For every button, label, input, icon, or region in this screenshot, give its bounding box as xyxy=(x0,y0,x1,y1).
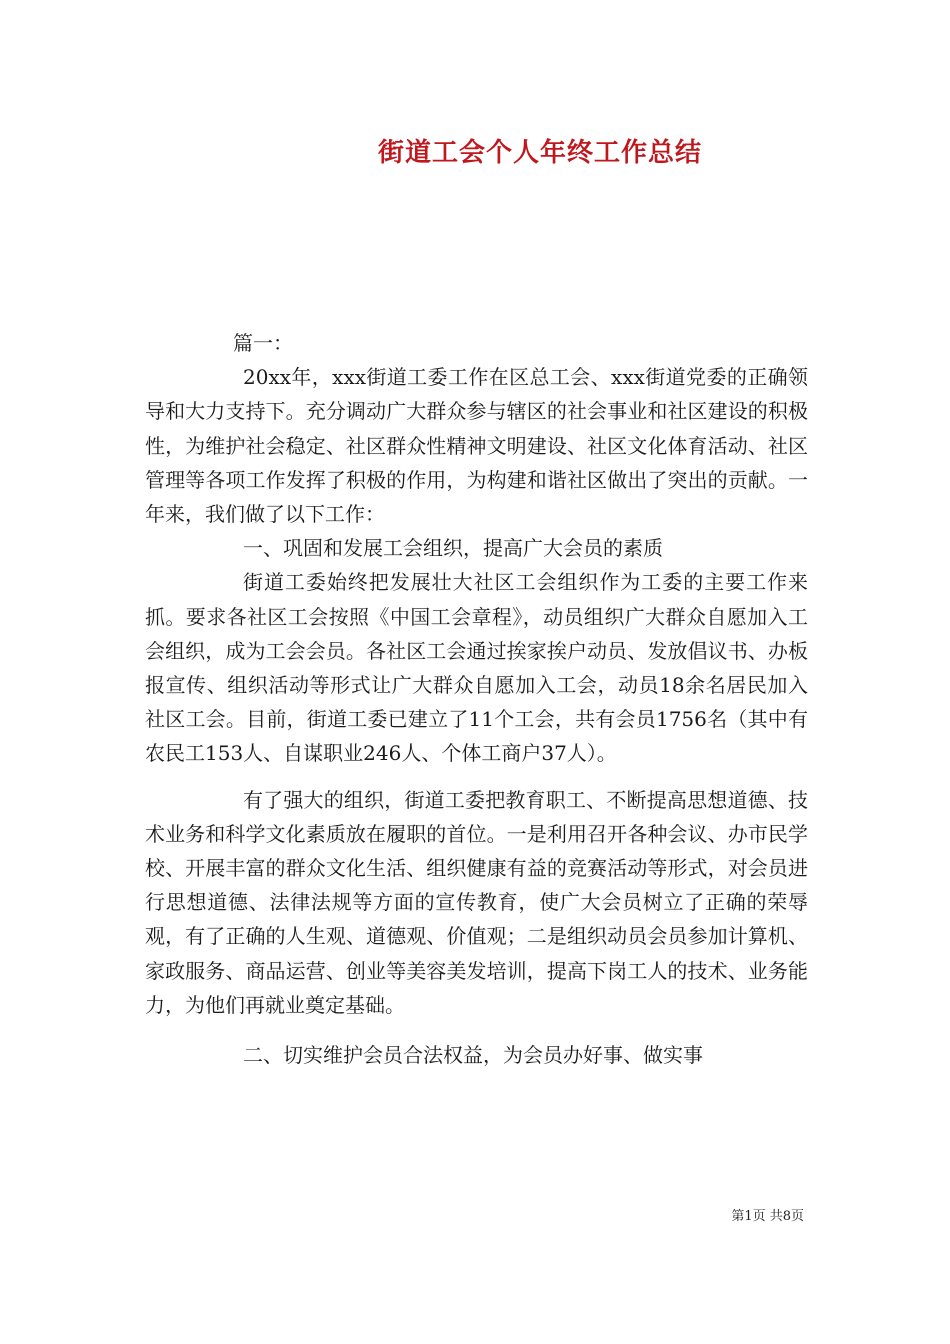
section-heading-2: 二、切实维护会员合法权益，为会员办好事、做实事 xyxy=(243,1043,703,1068)
paragraph-intro: 20xx年，xxx街道工委工作在区总工会、xxx街道党委的正确领导和大力支持下。充分调动广大群众参与辖区的社会事业和社区建设的积极性，为维护社会稳定、社区群众性精神文明建设、社区文化体育活动、社区管理等各项工作发挥了积极的作用，为构建和谐社区做出了突出的贡献。一年来，我们做了以下工作： xyxy=(145,365,808,527)
section-label: 篇一： xyxy=(233,331,293,355)
section-heading-1: 一、巩固和发展工会组织，提高广大会员的素质 xyxy=(243,536,663,561)
document-body xyxy=(145,326,808,1072)
page-number-footer: 第1页 共8页 xyxy=(731,1209,804,1224)
document-title: 街道工会个人年终工作总结 xyxy=(377,138,702,168)
paragraph-education: 有了强大的组织，街道工委把教育职工、不断提高思想道德、技术业务和科学文化素质放在履职的首位。一是利用召开各种会议、办市民学校、开展丰富的群众文化生活、组织健康有益的竞赛活动等形式，对会员进行思想道德、法律法规等方面的宣传教育，使广大会员树立了正确的荣辱观，有了正确的人生观、道德观、价值观；二是组织动员会员参加计算机、家政服务、商品运营、创业等美容美发培训，提高下岗工人的技术、业务能力，为他们再就业奠定基础。 xyxy=(145,787,808,1017)
paragraph-organization: 街道工委始终把发展壮大社区工会组织作为工委的主要工作来抓。要求各社区工会按照《中国工会章程》，动员组织广大群众自愿加入工会组织，成为工会会员。各社区工会通过挨家挨户动员、发放倡议书、办板报宣传、组织活动等形式让广大群众自愿加入工会，动员18余名居民加入社区工会。目前，街道工委已建立了11个工会，共有会员1756名（其中有农民工153人、自谋职业246人、个体工商户37人）。 xyxy=(145,570,808,766)
